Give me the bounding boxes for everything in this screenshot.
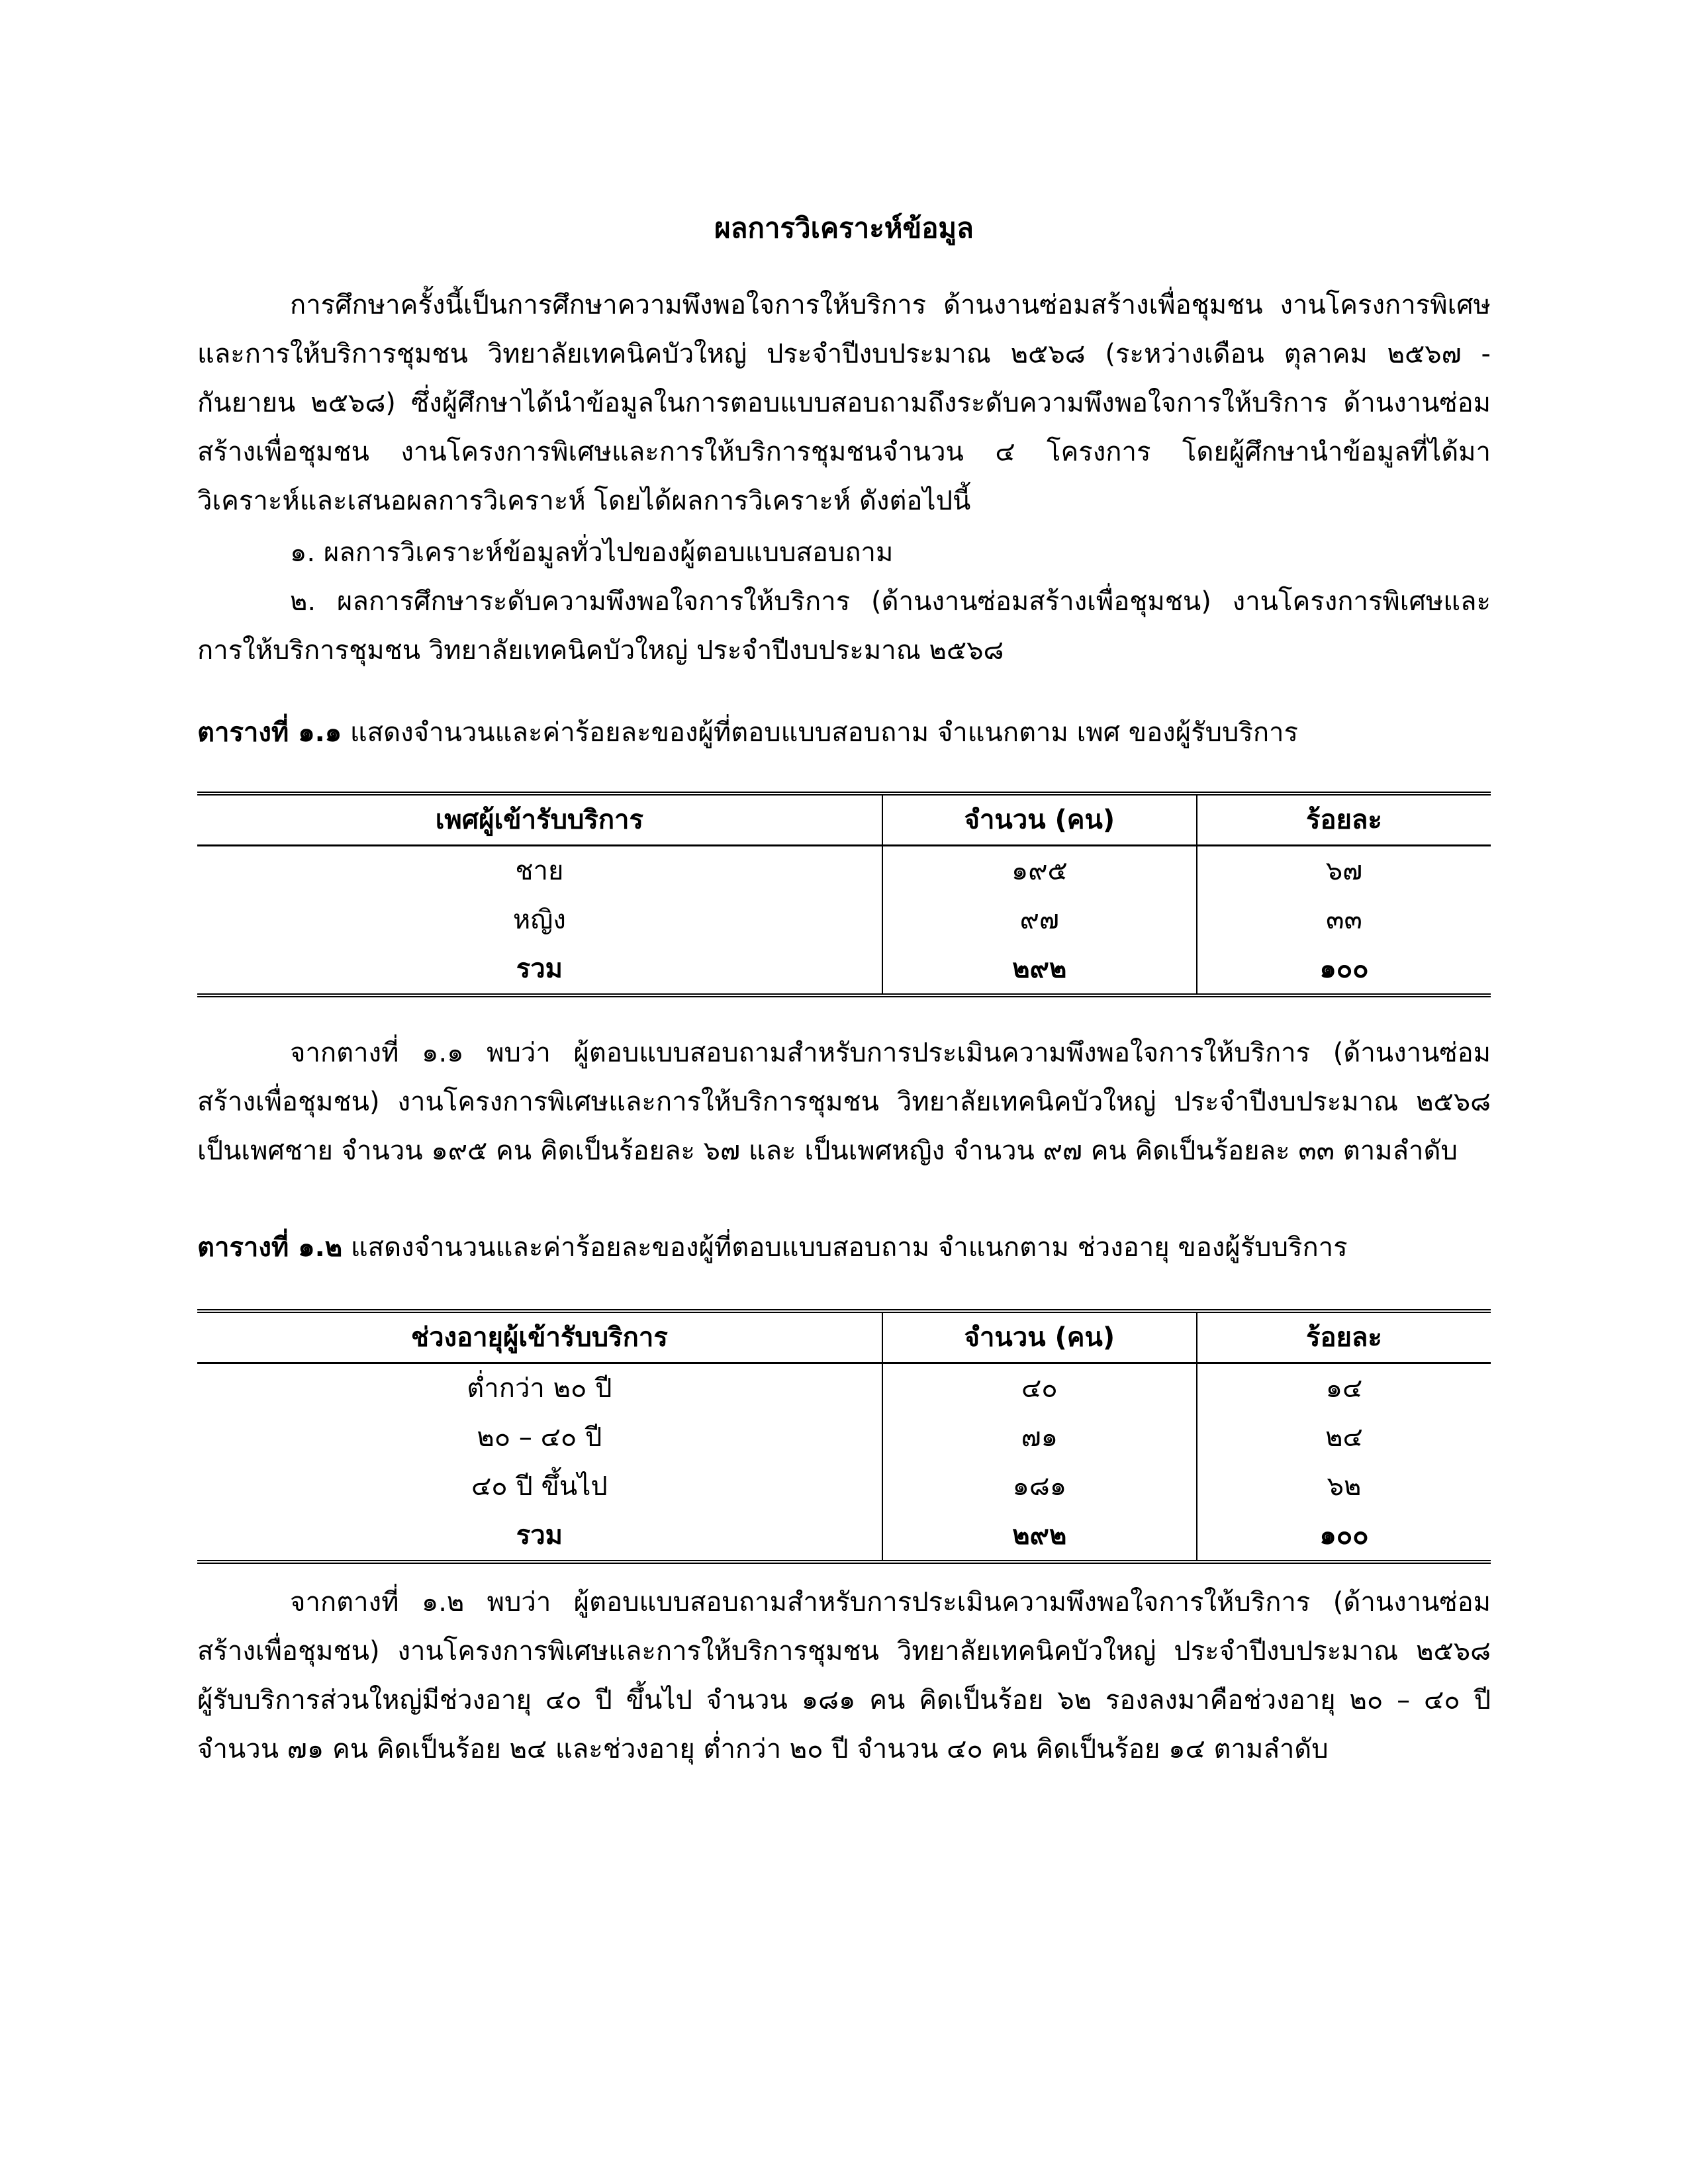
table1-caption-label: ตารางที่ ๑.๑ (197, 717, 342, 748)
table-row (197, 846, 1491, 896)
table2-summary-paragraph: จากตางที่ ๑.๒ พบว่า ผู้ตอบแบบสอบถามสำหรับการประเมินความพึงพอใจการให้บริการ (ด้านงานซ่อมสร้างเพื่อชุมชน) งานโครงการพิเศษและการให้บริการชุมชน วิทยาลัยเทคนิคบัวใหญ่ ประจำปีงบประมาณ ๒๕๖๘ ผู้รับบริการส่วนใหญ่มีช่วงอายุ ๔๐ ปี ขึ้นไป จำนวน ๑๘๑ คน คิดเป็นร้อย ๖๒ รองลงมาคือช่วงอายุ ๒๐ – ๔๐ ปี จำนวน ๗๑ คน คิดเป็นร้อย ๒๔ และช่วงอายุ ต่ำกว่า ๒๐ ปี จำนวน ๔๐ คน คิดเป็นร้อย ๑๔ ตามลำดับ (197, 1587, 1491, 1764)
table-cell: ๖๗ (1197, 846, 1491, 896)
table-header-cell: จำนวน (คน) (882, 1311, 1197, 1363)
table-header-row (197, 1311, 1491, 1363)
table-age (197, 1309, 1491, 1564)
table-cell: ๙๗ (882, 895, 1197, 944)
table-cell: ๑๐๐ (1197, 1511, 1491, 1562)
table-header-row (197, 794, 1491, 846)
table-row (197, 1363, 1491, 1414)
table1-caption (197, 708, 1491, 757)
table-cell: ๖๒ (1197, 1462, 1491, 1511)
table-cell: ๒๐ – ๔๐ ปี (197, 1413, 882, 1462)
table-cell: ๓๓ (1197, 895, 1491, 944)
table-cell: ๑๘๑ (882, 1462, 1197, 1511)
table-gender (197, 792, 1491, 997)
page-title: ผลการวิเคราะห์ข้อมูล (714, 212, 974, 244)
table-cell: รวม (197, 944, 882, 995)
table-cell: ๑๙๕ (882, 846, 1197, 896)
table-cell: ๔๐ (882, 1363, 1197, 1414)
table-row (197, 1413, 1491, 1462)
table-cell: ๑๐๐ (1197, 944, 1491, 995)
table1-summary-paragraph: จากตางที่ ๑.๑ พบว่า ผู้ตอบแบบสอบถามสำหรับการประเมินความพึงพอใจการให้บริการ (ด้านงานซ่อมสร้างเพื่อชุมชน) งานโครงการพิเศษและการให้บริการชุมชน วิทยาลัยเทคนิคบัวใหญ่ ประจำปีงบประมาณ ๒๕๖๘ เป็นเพศชาย จำนวน ๑๙๕ คน คิดเป็นร้อยละ ๖๗ และ เป็นเพศหญิง จำนวน ๙๗ คน คิดเป็นร้อยละ ๓๓ ตามลำดับ (197, 1038, 1491, 1166)
table-cell: ๗๑ (882, 1413, 1197, 1462)
intro-paragraph: การศึกษาครั้งนี้เป็นการศึกษาความพึงพอใจการให้บริการ ด้านงานซ่อมสร้างเพื่อชุมชน งานโครงการพิเศษและการให้บริการชุมชน วิทยาลัยเทคนิคบัวใหญ่ ประจำปีงบประมาณ ๒๕๖๘ (ระหว่างเดือน ตุลาคม ๒๕๖๗ - กันยายน ๒๕๖๘) ซึ่งผู้ศึกษาได้นำข้อมูลในการตอบแบบสอบถามถึงระดับความพึงพอใจการให้บริการ ด้านงานซ่อมสร้างเพื่อชุมชน งานโครงการพิเศษและการให้บริการชุมชนจำนวน ๔ โครงการ โดยผู้ศึกษานำข้อมูลที่ได้มาวิเคราะห์และเสนอผลการวิเคราะห์ โดยได้ผลการวิเคราะห์ ดังต่อไปนี้ (197, 290, 1491, 516)
table-header-cell: เพศผู้เข้ารับบริการ (197, 794, 882, 846)
table-cell: ๑๔ (1197, 1363, 1491, 1414)
table2-caption-text: แสดงจำนวนและค่าร้อยละของผู้ที่ตอบแบบสอบถาม จำแนกตาม ช่วงอายุ ของผู้รับบริการ (342, 1232, 1348, 1263)
table-header-cell: จำนวน (คน) (882, 794, 1197, 846)
table-total-row (197, 944, 1491, 995)
table-row (197, 1462, 1491, 1511)
table-row (197, 895, 1491, 944)
table-header-cell: ร้อยละ (1197, 1311, 1491, 1363)
table-cell: ๔๐ ปี ขึ้นไป (197, 1462, 882, 1511)
table-header-cell: ร้อยละ (1197, 794, 1491, 846)
table-cell: หญิง (197, 895, 882, 944)
table-total-row (197, 1511, 1491, 1562)
table-cell: ชาย (197, 846, 882, 896)
table2-caption-label: ตารางที่ ๑.๒ (197, 1232, 343, 1263)
table-cell: ๒๙๒ (882, 1511, 1197, 1562)
table-header-cell: ช่วงอายุผู้เข้ารับบริการ (197, 1311, 882, 1363)
list-item-2: ๒. ผลการศึกษาระดับความพึงพอใจการให้บริการ (ด้านงานซ่อมสร้างเพื่อชุมชน) งานโครงการพิเศษและการให้บริการชุมชน วิทยาลัยเทคนิคบัวใหญ่ ประจำปีงบประมาณ ๒๕๖๘ (197, 586, 1491, 666)
table-cell: รวม (197, 1511, 882, 1562)
table-cell: ๒๙๒ (882, 944, 1197, 995)
table2-caption (197, 1223, 1491, 1272)
list-item-1: ๑. ผลการวิเคราะห์ข้อมูลทั่วไปของผู้ตอบแบบสอบถาม (290, 537, 894, 568)
table1-caption-text: แสดงจำนวนและค่าร้อยละของผู้ที่ตอบแบบสอบถาม จำแนกตาม เพศ ของผู้รับบริการ (342, 717, 1298, 748)
table-cell: ๒๔ (1197, 1413, 1491, 1462)
table-cell: ต่ำกว่า ๒๐ ปี (197, 1363, 882, 1414)
